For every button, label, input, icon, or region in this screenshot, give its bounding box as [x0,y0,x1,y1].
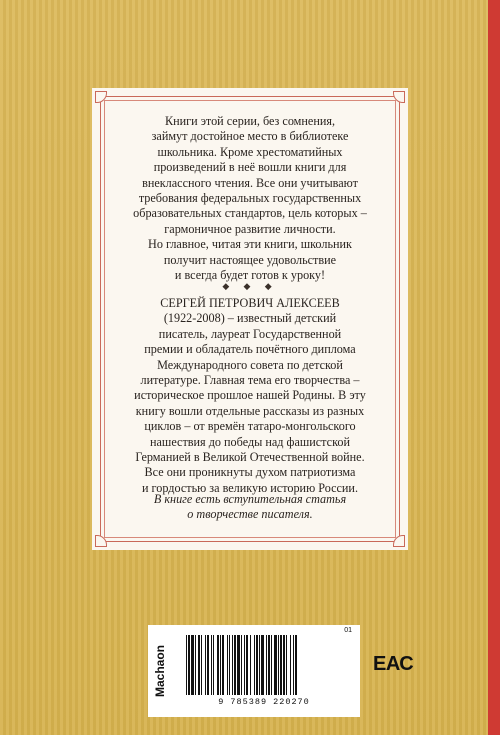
barcode-bar [232,635,233,695]
barcode-bar [268,635,270,695]
publisher-name: Machaon [153,644,168,698]
barcode-bar [229,635,230,695]
barcode-bar [293,635,294,695]
barcode-bars [184,635,349,695]
barcode-bar [241,635,242,695]
barcode-bar [261,635,264,695]
barcode-bar [256,635,258,695]
text-line: нашествия до победы над фашистской [150,434,350,449]
barcode-bar [207,635,209,695]
barcode-bar [278,635,279,695]
barcode-bar [266,635,267,695]
text-line: (1922-2008) – известный детский [163,311,337,326]
text-line: Германией в Великой Отечественной войне. [135,450,365,465]
text-line: премии и обладатель почётного диплома [144,342,356,357]
barcode-bar [259,635,260,695]
text-line: требования федеральных государственных [138,191,362,206]
barcode-bar [290,635,291,695]
text-line: Международного совета по детской [157,357,343,372]
barcode-bar [280,635,282,695]
author-name: СЕРГЕЙ ПЕТРОВИЧ АЛЕКСЕЕВ [160,296,340,310]
barcode-addon-code: 01 [344,627,352,634]
barcode-bar [271,635,272,695]
text-line: гармоничное развитие личности. [164,221,336,236]
text-line: внеклассного чтения. Все они учитывают [142,175,358,190]
red-spine-strip [488,0,500,735]
barcode-bar [250,635,251,695]
barcode-bar [220,635,221,695]
text-line: о творчестве писателя. [187,507,313,522]
text-line: и всегда будет готов к уроку! [174,268,326,283]
barcode-bar [227,635,228,695]
barcode-bar [295,635,297,695]
eac-certification-mark: ЕАС [373,653,414,675]
text-line: Все они проникнуты духом патриотизма [144,465,356,480]
barcode-bar [188,635,190,695]
barcode-label [148,625,360,717]
barcode-bar [205,635,206,695]
series-description [118,114,382,283]
author-biography [118,296,382,496]
barcode-bar [195,635,196,695]
isbn-number: 9 785389 220270 [218,697,310,707]
text-line: Но главное, читая эти книги, школьник [148,237,352,252]
barcode-bar [201,635,202,695]
text-line: В книге есть вступительная статья [153,492,347,506]
barcode-bar [286,635,287,695]
barcode-bar [217,635,219,695]
barcode-bar [213,635,214,695]
text-line: литературе. Главная тема его творчества – [140,373,360,388]
barcode-bar [198,635,200,695]
text-line: писатель, лауреат Государственной [158,326,342,341]
barcode-bar [246,635,248,695]
barcode-bar [222,635,224,695]
text-line: и гордостью за великую историю России. [141,480,359,495]
annotation-panel [92,88,408,550]
introductory-article-note [118,492,382,523]
barcode-bar [237,635,240,695]
barcode-bar [254,635,255,695]
text-line: займут достойное место в библиотеке [151,129,349,144]
barcode-bar [283,635,285,695]
barcode-bar [191,635,194,695]
barcode-bar [274,635,277,695]
text-line: историческое прошлое нашей Родины. В эту [134,388,366,403]
text-line: Книги этой серии, без сомнения, [164,114,336,128]
barcode-bar [244,635,245,695]
text-line: произведений в неё вошли книги для [153,160,347,175]
text-line: книгу вошли отдельные рассказы из разных [135,403,365,418]
barcode-bar [234,635,236,695]
text-line: циклов – от времён татаро-монгольского [144,419,356,434]
barcode-bar [211,635,212,695]
text-line: школьника. Кроме хрестоматийных [157,144,343,159]
text-line: получит настоящее удовольствие [163,252,337,267]
text-line: образовательных стандартов, цель которых – [133,206,367,221]
diamond-divider: ◆ ◆ ◆ [222,281,278,291]
barcode-bar [186,635,187,695]
publisher-logo [149,625,171,717]
